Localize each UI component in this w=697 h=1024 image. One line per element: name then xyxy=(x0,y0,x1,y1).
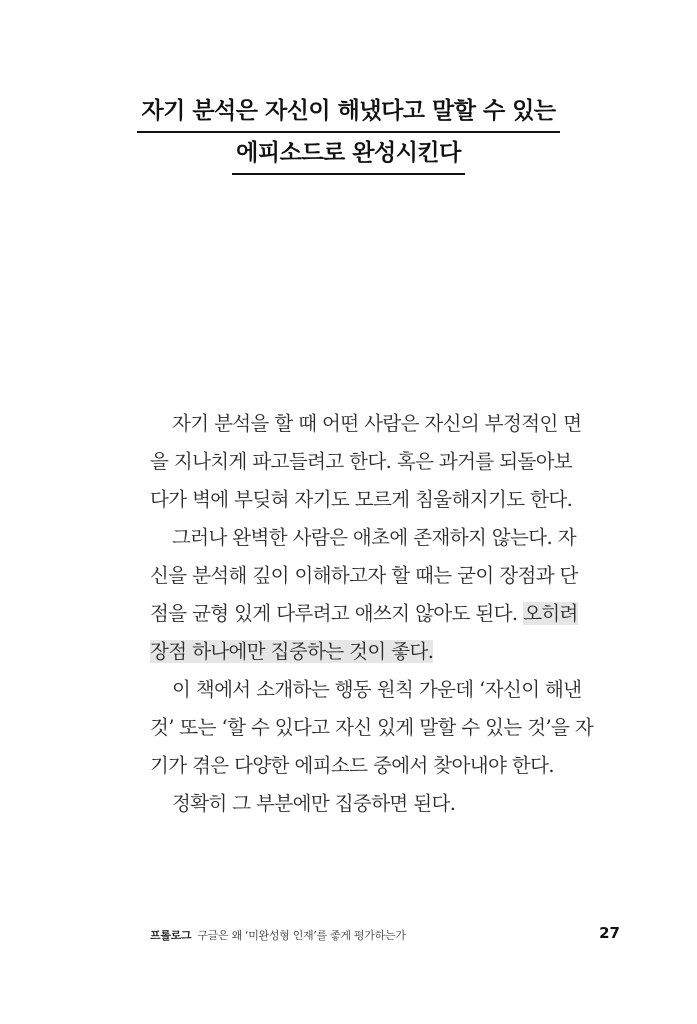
body-line: 다가 벽에 부딪혀 자기도 모르게 침울해지기도 한다. xyxy=(150,488,573,511)
book-title: 구글은 왜 ‘미완성형 인재’를 좋게 평가하는가 xyxy=(197,929,406,942)
body-line: 그러나 완벽한 사람은 애초에 존재하지 않는다. 자 xyxy=(172,526,576,549)
heading-line-1-text: 자기 분석은 자신이 해냈다고 말할 수 있는 xyxy=(137,92,559,133)
body-line-text: 점을 균형 있게 다루려고 애쓰지 않아도 된다. xyxy=(150,602,518,625)
highlighted-text: 오히려 xyxy=(523,602,578,625)
running-footer xyxy=(150,927,406,943)
body-line: 을 지나치게 파고들려고 한다. 혹은 과거를 되돌아보 xyxy=(150,450,573,473)
body-line-with-highlight xyxy=(150,600,578,628)
body-line: 기가 겪은 다양한 에피소드 중에서 찾아내야 한다. xyxy=(150,754,554,777)
highlighted-text: 장점 하나에만 집중하는 것이 좋다. xyxy=(150,640,434,663)
body-line: 자기 분석을 할 때 어떤 사람은 자신의 부정적인 면 xyxy=(172,412,582,435)
body-line: 이 책에서 소개하는 행동 원칙 가운데 ‘자신이 해낸 xyxy=(172,678,582,701)
heading-line-2 xyxy=(0,134,697,175)
heading-line-1 xyxy=(0,92,697,133)
heading-line-2-text: 에피소드로 완성시킨다 xyxy=(232,134,465,175)
body-line: 정확히 그 부분에만 집중하면 된다. xyxy=(172,792,456,815)
body-line: 신을 분석해 깊이 이해하고자 할 때는 굳이 장점과 단 xyxy=(150,564,578,587)
body-line: 것’ 또는 ‘할 수 있다고 자신 있게 말할 수 있는 것’을 자 xyxy=(150,716,594,739)
page-number: 27 xyxy=(599,924,620,942)
highlighted-line xyxy=(150,638,433,666)
chapter-label: 프롤로그 xyxy=(150,929,192,942)
